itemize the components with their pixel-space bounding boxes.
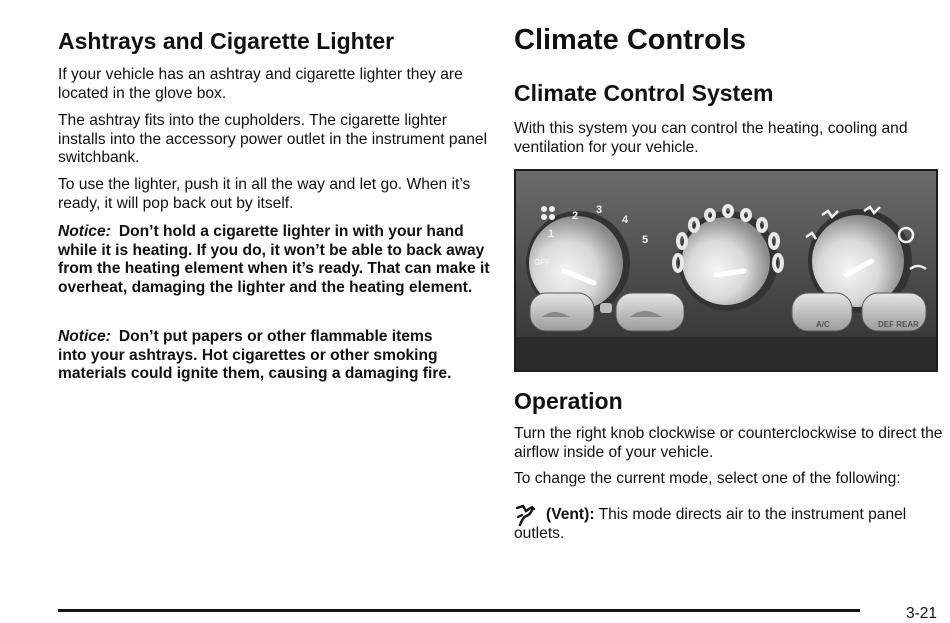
notice-1-label: Notice: bbox=[58, 223, 111, 240]
operation-heading: Operation bbox=[514, 388, 623, 414]
page-number: 3-21 bbox=[906, 605, 938, 622]
fan-speed-2-label: 2 bbox=[572, 210, 579, 222]
climate-intro: With this system you can control the heating, cooling and ventilation for your vehicle. bbox=[514, 120, 908, 156]
ashtray-paragraph-2: The ashtray fits into the cupholders. The cigarette lighter installs into the accessory power outlet in the instrument panel switchbank. bbox=[58, 112, 488, 166]
notice-2-text: Don’t put papers or other flammable items into your ashtrays. Hot cigarettes or other smoking materials could ignite them, causing a damaging fire. bbox=[58, 328, 452, 382]
operation-paragraph-2: To change the current mode, select one of the following: bbox=[514, 470, 901, 487]
footer-rule bbox=[58, 609, 860, 612]
fan-speed-1-label: 1 bbox=[548, 228, 555, 240]
climate-panel-illustration bbox=[516, 171, 936, 370]
operation-paragraph-1: Turn the right knob clockwise or counterclockwise to direct the airflow inside of your vehicle. bbox=[514, 425, 943, 461]
vent-label: (Vent): bbox=[546, 506, 595, 523]
notice-1-text: Don’t hold a cigarette lighter in with your hand while it is heating. If you do, it won’t be able to back away from the heating element when it’s ready. That can make it overheat, damaging the lighter and the heating element. bbox=[58, 223, 490, 296]
fan-speed-3-label: 3 bbox=[596, 204, 603, 216]
fan-off-label: OFF bbox=[534, 258, 550, 267]
climate-system-heading: Climate Control System bbox=[514, 80, 774, 106]
ac-label: A/C bbox=[816, 320, 830, 329]
fan-speed-4-label: 4 bbox=[622, 214, 629, 226]
notice-2 bbox=[58, 328, 458, 384]
ashtray-paragraph-1: If your vehicle has an ashtray and cigarette lighter they are located in the glove box. bbox=[58, 66, 463, 102]
vent-text: This mode directs air to the instrument panel outlets. bbox=[514, 506, 907, 542]
fan-speed-5-label: 5 bbox=[642, 234, 649, 246]
notice-2-label: Notice: bbox=[58, 328, 111, 345]
vent-description bbox=[514, 506, 934, 543]
rear-defrost-label: DEF REAR bbox=[878, 320, 919, 329]
ashtray-paragraph-3: To use the lighter, push it in all the way and let go. When it’s ready, it will pop back out by itself. bbox=[58, 176, 471, 212]
recirculation-button[interactable] bbox=[530, 293, 594, 331]
ashtray-heading: Ashtrays and Cigarette Lighter bbox=[58, 28, 395, 54]
climate-control-panel-photo bbox=[514, 169, 938, 372]
page-title: Climate Controls bbox=[514, 24, 747, 56]
notice-1 bbox=[58, 223, 490, 297]
